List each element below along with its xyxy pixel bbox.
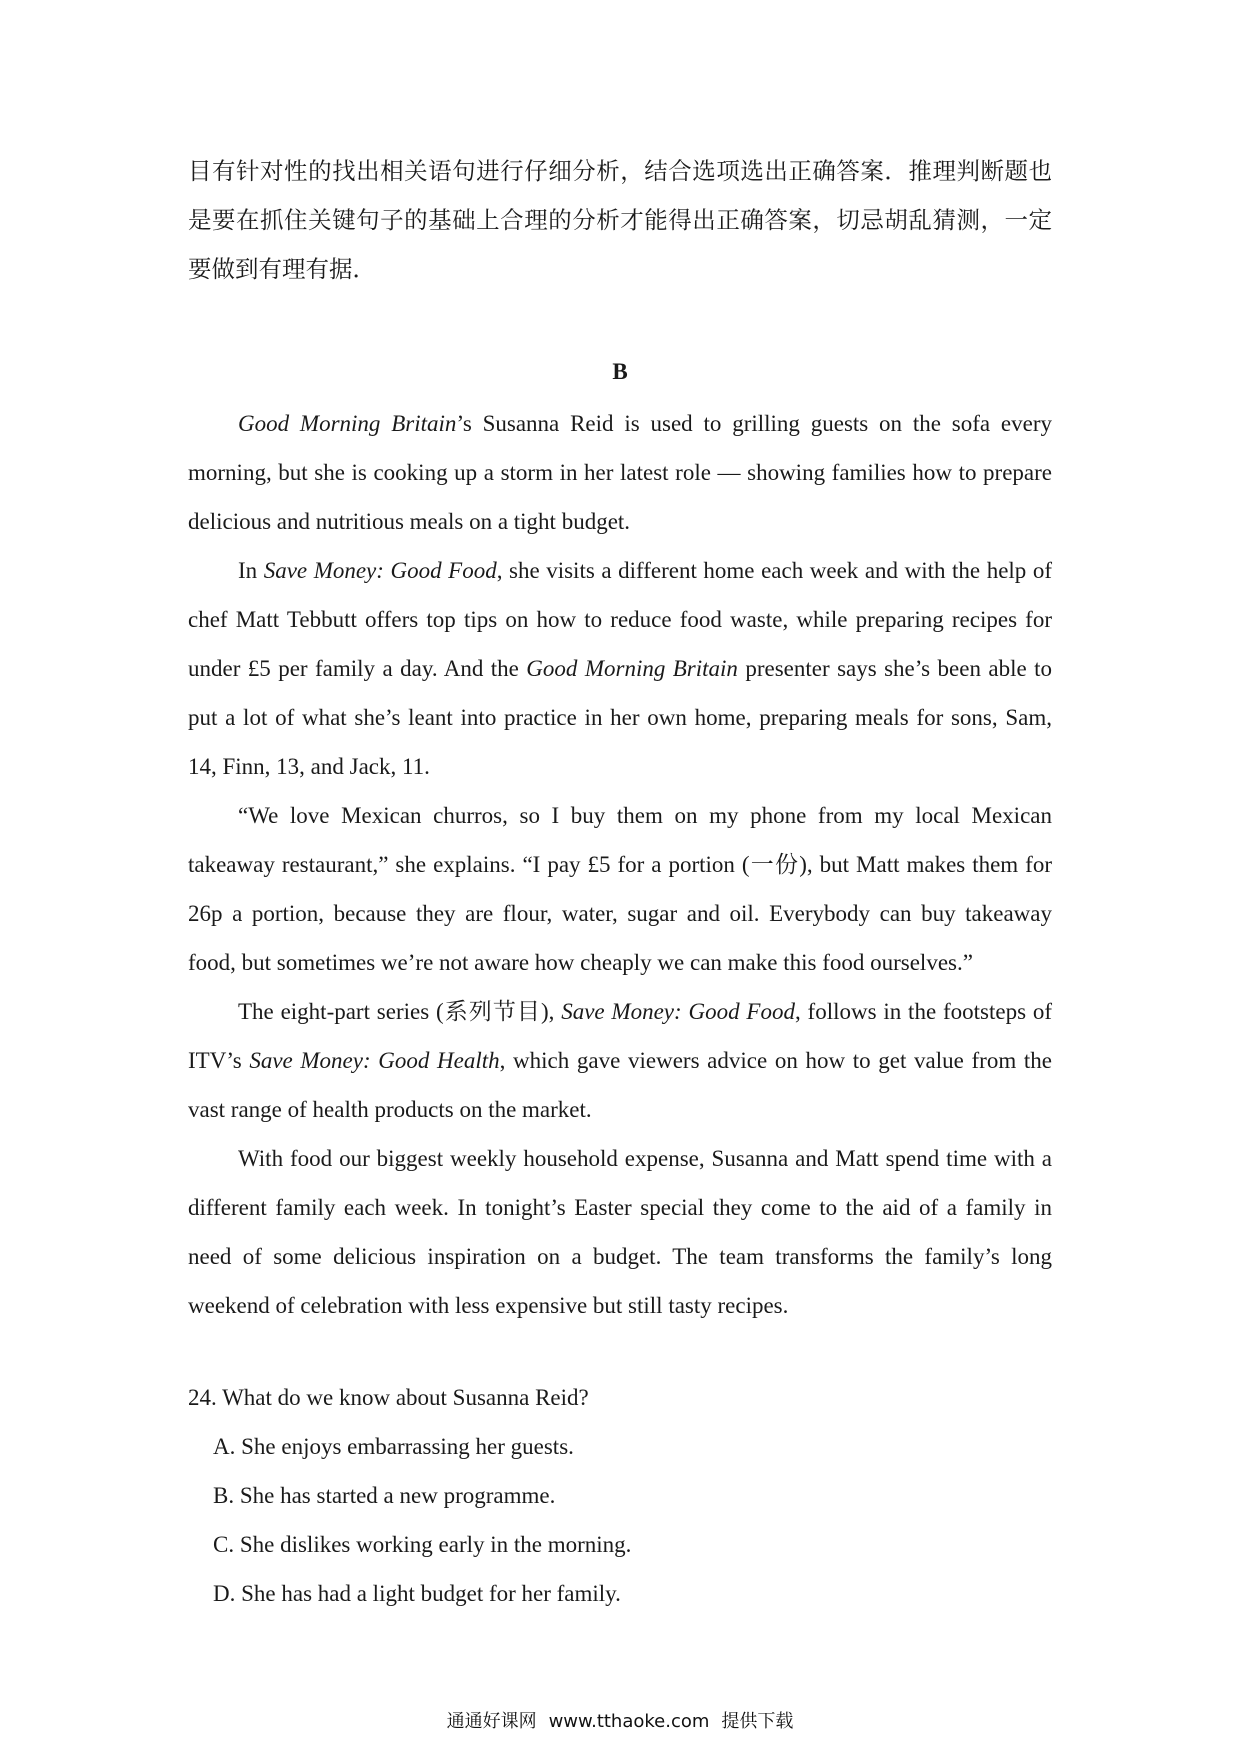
paragraph-text: , which gave viewers advice on how to get value from the vast range of health products on the market. — [188, 1048, 1052, 1122]
italic-title: Save Money: Good Food — [263, 558, 497, 583]
option-a: A. She enjoys embarrassing her guests. — [213, 1434, 574, 1459]
option-d: D. She has had a light budget for her family. — [213, 1581, 621, 1606]
question-24 — [188, 1373, 1052, 1618]
italic-title: Good Morning Britain — [238, 411, 457, 436]
footer-site-name: 通通好课网 — [446, 1711, 537, 1732]
option-c: C. She dislikes working early in the morning. — [213, 1532, 632, 1557]
paragraph-text: , follows in the footsteps of ITV’s — [188, 999, 1052, 1073]
option-b: B. She has started a new programme. — [213, 1483, 556, 1508]
italic-title: Save Money: Good Food — [561, 999, 795, 1024]
passage-paragraph-5: With food our biggest weekly household expense, Susanna and Matt spend time with a different family each week. In tonight’s Easter special they come to the aid of a family in need of some delicious inspiration on a budget. The team transforms the family’s long weekend of celebration with less expensive but still tasty recipes. — [188, 1146, 1052, 1318]
paragraph-text: The eight-part series (系列节目), — [238, 999, 562, 1024]
question-stem: 24. What do we know about Susanna Reid? — [188, 1385, 589, 1410]
passage-paragraph-1 — [188, 399, 1052, 546]
footer-url: www.tthaoke.com — [548, 1711, 710, 1732]
passage-paragraph-4 — [188, 987, 1052, 1134]
paragraph-text: presenter says she’s been able to put a lot of what she’s leant into practice in her own home, preparing meals for sons, Sam, 14, Finn, 13, and Jack, 11. — [188, 656, 1053, 779]
passage-paragraph-2 — [188, 546, 1052, 791]
italic-title: Save Money: Good Health — [249, 1048, 500, 1073]
page-footer — [0, 1707, 1240, 1733]
intro-paragraph: 目有针对性的找出相关语句进行仔细分析，结合选项选出正确答案．推理判断题也是要在抓住关键句子的基础上合理的分析才能得出正确答案，切忌胡乱猜测，一定要做到有理有据． — [188, 157, 1052, 283]
italic-title: Good Morning Britain — [526, 656, 738, 681]
passage-paragraph-3: “We love Mexican churros, so I buy them on my phone from my local Mexican takeaway restaurant,” she explains. “I pay £5 for a portion (一份), but Matt makes them for 26p a portion, because they are flour, water, sugar and oil. Everybody can buy takeaway food, but sometimes we’re not aware how cheaply we can make this food ourselves.” — [188, 803, 1052, 975]
paragraph-text: , she visits a different home each week and with the help of chef Matt Tebbutt offers top tips on how to reduce food waste, while preparing recipes for under £5 per family a day. And the — [188, 558, 1053, 681]
footer-suffix: 提供下载 — [721, 1711, 794, 1732]
section-title: B — [612, 359, 628, 384]
paragraph-text: ’s Susanna Reid is used to grilling guests on the sofa every morning, but she is cooking up a storm in her latest role — showing families how to prepare delicious and nutritious meals on a tight budget. — [188, 411, 1053, 534]
paragraph-text: In — [238, 558, 264, 583]
passage — [188, 399, 1052, 1330]
